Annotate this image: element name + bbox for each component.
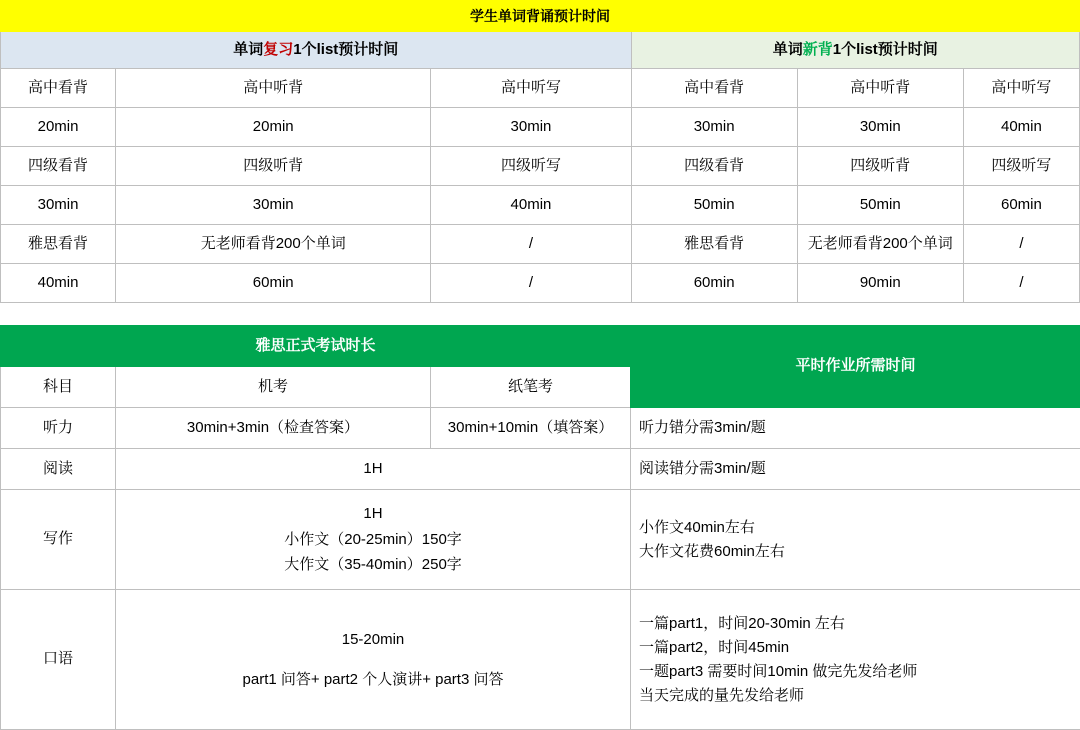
cell: 90min (797, 264, 963, 303)
cell: 20min (116, 108, 431, 147)
table-row (1, 264, 1080, 303)
table-row (1, 147, 1080, 186)
table-row (1, 108, 1080, 147)
new-header (631, 32, 1079, 69)
main-title: 学生单词背诵预计时间 (1, 1, 1080, 32)
table-row (1, 225, 1080, 264)
listening-paper: 30min+10min（填答案） (431, 408, 631, 449)
review-header-suffix: 1个list预计时间 (293, 41, 398, 58)
table-row-writing (1, 490, 1080, 590)
cell: 40min (1, 264, 116, 303)
cell: 60min (116, 264, 431, 303)
exam-duration-title: 雅思正式考试时长 (1, 326, 631, 367)
speaking-homework-line-1: 一篇part1，时间20-30min 左右 (639, 612, 1074, 636)
cell: 50min (631, 186, 797, 225)
subject-reading: 阅读 (1, 449, 116, 490)
table-row-speaking (1, 590, 1080, 730)
review-header-prefix: 单词 (233, 41, 263, 58)
cell: 60min (963, 186, 1079, 225)
cell: 无老师看背200个单词 (797, 225, 963, 264)
cell: 30min (797, 108, 963, 147)
writing-duration-line-2: 小作文（20-25min）150字 (122, 527, 624, 553)
cell: 高中听背 (797, 69, 963, 108)
cell: 30min (431, 108, 631, 147)
cell: 30min (631, 108, 797, 147)
cell: 四级听写 (431, 147, 631, 186)
section2-title-row (1, 326, 1080, 367)
speaking-homework (631, 590, 1080, 730)
section1-header-row (1, 32, 1080, 69)
cell: 30min (116, 186, 431, 225)
listening-homework: 听力错分需3min/题 (631, 408, 1080, 449)
cell: / (963, 264, 1079, 303)
reading-homework: 阅读错分需3min/题 (631, 449, 1080, 490)
writing-homework (631, 490, 1080, 590)
subject-listening: 听力 (1, 408, 116, 449)
cell: 四级看背 (1, 147, 116, 186)
reading-duration: 1H (116, 449, 631, 490)
word-memorization-table (0, 0, 1080, 325)
column-header-subject: 科目 (1, 367, 116, 408)
cell: 四级听背 (116, 147, 431, 186)
writing-homework-line-1: 小作文40min左右 (639, 516, 1074, 540)
cell: 四级听写 (963, 147, 1079, 186)
review-header-accent: 复习 (263, 41, 293, 58)
speaking-homework-line-2: 一篇part2，时间45min (639, 636, 1074, 660)
cell: 20min (1, 108, 116, 147)
cell: / (431, 225, 631, 264)
subject-writing: 写作 (1, 490, 116, 590)
cell: 40min (431, 186, 631, 225)
cell: 40min (963, 108, 1079, 147)
listening-computer: 30min+3min（检查答案） (116, 408, 431, 449)
cell: 高中看背 (1, 69, 116, 108)
writing-duration-line-3: 大作文（35-40min）250字 (122, 552, 624, 578)
cell: 无老师看背200个单词 (116, 225, 431, 264)
table-spacer (1, 303, 1080, 326)
speaking-homework-line-3: 一题part3 需要时间10min 做完先发给老师 (639, 660, 1074, 684)
cell: 高中看背 (631, 69, 797, 108)
new-header-suffix: 1个list预计时间 (833, 41, 938, 58)
writing-duration (116, 490, 631, 590)
cell: / (431, 264, 631, 303)
cell: 四级看背 (631, 147, 797, 186)
speaking-duration-line-1: 15-20min (122, 627, 624, 653)
cell: 高中听写 (963, 69, 1079, 108)
writing-duration-line-1: 1H (122, 501, 624, 527)
subject-speaking: 口语 (1, 590, 116, 730)
cell: 雅思看背 (1, 225, 116, 264)
cell: 高中听写 (431, 69, 631, 108)
column-header-paper: 纸笔考 (431, 367, 631, 408)
cell: 四级听背 (797, 147, 963, 186)
table-row-reading (1, 449, 1080, 490)
homework-time-title: 平时作业所需时间 (631, 326, 1080, 408)
speaking-homework-line-4: 当天完成的量先发给老师 (639, 684, 1074, 708)
cell: 雅思看背 (631, 225, 797, 264)
speaking-duration (116, 590, 631, 730)
cell: 60min (631, 264, 797, 303)
cell: 高中听背 (116, 69, 431, 108)
cell: 50min (797, 186, 963, 225)
review-header (1, 32, 632, 69)
speaking-duration-line-2: part1 问答+ part2 个人演讲+ part3 问答 (122, 667, 624, 693)
cell: 30min (1, 186, 116, 225)
main-title-row (1, 1, 1080, 32)
table-row-listening (1, 408, 1080, 449)
new-header-prefix: 单词 (773, 41, 803, 58)
column-header-computer: 机考 (116, 367, 431, 408)
new-header-accent: 新背 (803, 41, 833, 58)
ielts-exam-table (0, 325, 1080, 730)
writing-homework-line-2: 大作文花费60min左右 (639, 540, 1074, 564)
table-row (1, 69, 1080, 108)
table-row (1, 186, 1080, 225)
cell: / (963, 225, 1079, 264)
